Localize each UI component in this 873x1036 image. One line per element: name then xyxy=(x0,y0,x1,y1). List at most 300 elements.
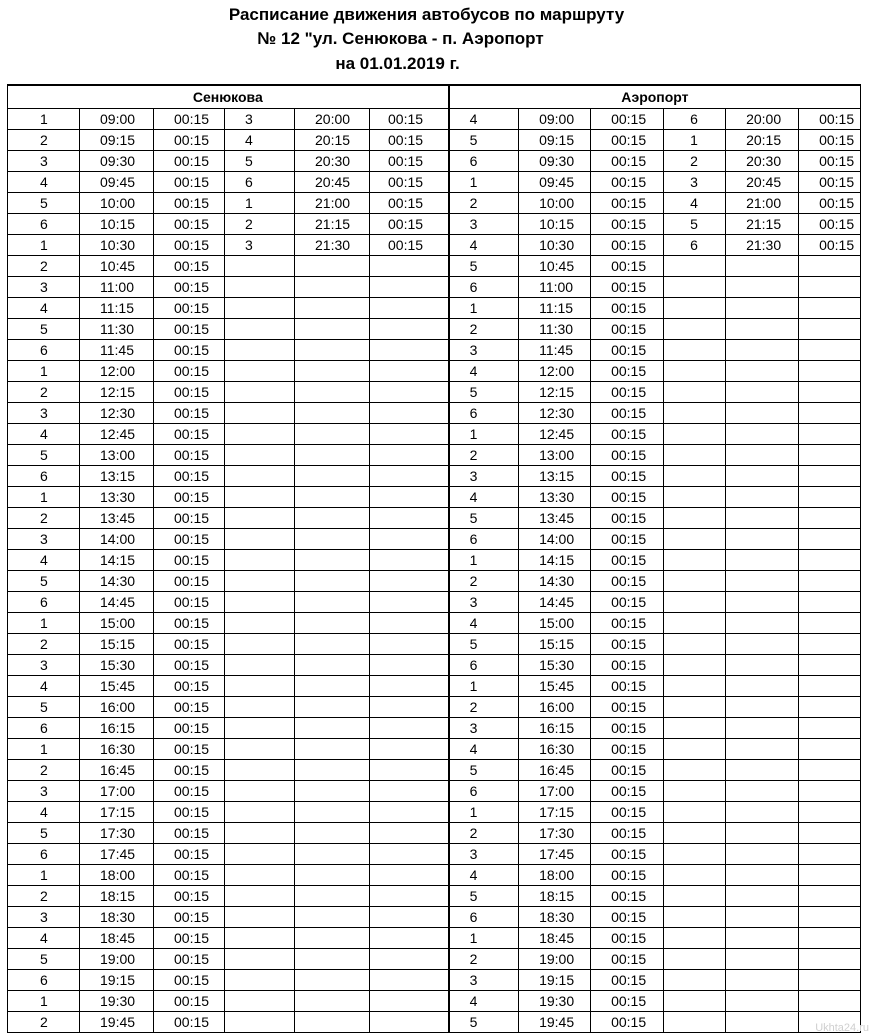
aeroport-extra-trip-number xyxy=(664,382,726,403)
aeroport-main-interval: 00:15 xyxy=(591,424,664,445)
aeroport-extra-interval xyxy=(799,991,861,1012)
senyukova-extra-trip-number xyxy=(225,529,295,550)
aeroport-main-departure-time: 14:45 xyxy=(519,592,591,613)
senyukova-main-departure-time: 09:45 xyxy=(80,172,154,193)
aeroport-extra-departure-time xyxy=(726,760,799,781)
senyukova-main-interval: 00:15 xyxy=(154,760,225,781)
aeroport-extra-interval xyxy=(799,634,861,655)
senyukova-extra-interval xyxy=(370,508,449,529)
senyukova-main-interval: 00:15 xyxy=(154,487,225,508)
section-header-row xyxy=(8,85,861,109)
senyukova-main-departure-time: 16:30 xyxy=(80,739,154,760)
senyukova-extra-departure-time: 21:15 xyxy=(295,214,370,235)
senyukova-extra-departure-time xyxy=(295,361,370,382)
senyukova-extra-trip-number xyxy=(225,571,295,592)
senyukova-extra-departure-time: 20:30 xyxy=(295,151,370,172)
senyukova-extra-interval: 00:15 xyxy=(370,172,449,193)
table-row xyxy=(8,109,861,130)
senyukova-main-departure-time: 14:15 xyxy=(80,550,154,571)
aeroport-main-trip-number: 4 xyxy=(449,109,519,130)
aeroport-main-trip-number: 4 xyxy=(449,865,519,886)
senyukova-main-trip-number: 2 xyxy=(8,1012,80,1033)
aeroport-extra-trip-number xyxy=(664,907,726,928)
table-row xyxy=(8,760,861,781)
aeroport-main-trip-number: 3 xyxy=(449,592,519,613)
senyukova-extra-trip-number xyxy=(225,718,295,739)
aeroport-main-interval: 00:15 xyxy=(591,466,664,487)
senyukova-main-trip-number: 3 xyxy=(8,781,80,802)
aeroport-main-departure-time: 13:15 xyxy=(519,466,591,487)
senyukova-extra-interval xyxy=(370,676,449,697)
senyukova-extra-interval xyxy=(370,592,449,613)
senyukova-main-interval: 00:15 xyxy=(154,865,225,886)
senyukova-extra-departure-time xyxy=(295,277,370,298)
aeroport-extra-trip-number xyxy=(664,634,726,655)
senyukova-extra-interval xyxy=(370,970,449,991)
aeroport-extra-interval xyxy=(799,949,861,970)
aeroport-main-departure-time: 16:30 xyxy=(519,739,591,760)
aeroport-main-trip-number: 4 xyxy=(449,739,519,760)
senyukova-main-departure-time: 15:45 xyxy=(80,676,154,697)
aeroport-main-interval: 00:15 xyxy=(591,949,664,970)
senyukova-extra-trip-number xyxy=(225,676,295,697)
senyukova-main-trip-number: 5 xyxy=(8,445,80,466)
senyukova-main-interval: 00:15 xyxy=(154,1012,225,1033)
senyukova-extra-trip-number xyxy=(225,802,295,823)
senyukova-extra-trip-number xyxy=(225,739,295,760)
aeroport-extra-departure-time: 21:15 xyxy=(726,214,799,235)
table-row xyxy=(8,130,861,151)
aeroport-main-interval: 00:15 xyxy=(591,361,664,382)
table-row xyxy=(8,487,861,508)
senyukova-main-interval: 00:15 xyxy=(154,571,225,592)
senyukova-extra-trip-number xyxy=(225,277,295,298)
table-row xyxy=(8,340,861,361)
senyukova-extra-trip-number xyxy=(225,634,295,655)
senyukova-main-trip-number: 6 xyxy=(8,592,80,613)
senyukova-extra-departure-time xyxy=(295,844,370,865)
senyukova-extra-interval xyxy=(370,529,449,550)
senyukova-main-interval: 00:15 xyxy=(154,823,225,844)
senyukova-extra-interval: 00:15 xyxy=(370,235,449,256)
senyukova-extra-trip-number xyxy=(225,361,295,382)
aeroport-main-interval: 00:15 xyxy=(591,340,664,361)
senyukova-extra-departure-time xyxy=(295,466,370,487)
senyukova-extra-trip-number xyxy=(225,487,295,508)
aeroport-extra-interval xyxy=(799,403,861,424)
aeroport-main-interval: 00:15 xyxy=(591,655,664,676)
senyukova-main-departure-time: 09:00 xyxy=(80,109,154,130)
senyukova-main-departure-time: 10:45 xyxy=(80,256,154,277)
senyukova-extra-interval xyxy=(370,718,449,739)
senyukova-extra-trip-number: 1 xyxy=(225,193,295,214)
aeroport-main-departure-time: 16:45 xyxy=(519,760,591,781)
table-row xyxy=(8,424,861,445)
senyukova-main-departure-time: 10:00 xyxy=(80,193,154,214)
aeroport-extra-departure-time: 20:00 xyxy=(726,109,799,130)
aeroport-main-interval: 00:15 xyxy=(591,991,664,1012)
aeroport-main-trip-number: 3 xyxy=(449,214,519,235)
senyukova-extra-trip-number xyxy=(225,382,295,403)
senyukova-extra-departure-time xyxy=(295,718,370,739)
senyukova-extra-departure-time: 20:45 xyxy=(295,172,370,193)
table-row xyxy=(8,613,861,634)
senyukova-main-trip-number: 6 xyxy=(8,340,80,361)
aeroport-main-trip-number: 1 xyxy=(449,802,519,823)
table-row xyxy=(8,550,861,571)
senyukova-main-departure-time: 15:30 xyxy=(80,655,154,676)
aeroport-extra-interval: 00:15 xyxy=(799,109,861,130)
senyukova-extra-interval xyxy=(370,655,449,676)
senyukova-extra-departure-time xyxy=(295,550,370,571)
senyukova-extra-trip-number xyxy=(225,928,295,949)
aeroport-main-trip-number: 2 xyxy=(449,193,519,214)
aeroport-extra-trip-number xyxy=(664,508,726,529)
senyukova-extra-departure-time xyxy=(295,865,370,886)
senyukova-main-departure-time: 14:00 xyxy=(80,529,154,550)
aeroport-extra-departure-time xyxy=(726,277,799,298)
senyukova-extra-departure-time: 20:15 xyxy=(295,130,370,151)
aeroport-main-trip-number: 5 xyxy=(449,256,519,277)
aeroport-extra-interval xyxy=(799,760,861,781)
aeroport-extra-interval xyxy=(799,613,861,634)
senyukova-extra-departure-time xyxy=(295,634,370,655)
senyukova-main-departure-time: 17:45 xyxy=(80,844,154,865)
aeroport-main-interval: 00:15 xyxy=(591,781,664,802)
senyukova-main-departure-time: 12:15 xyxy=(80,382,154,403)
aeroport-extra-interval xyxy=(799,823,861,844)
aeroport-extra-trip-number xyxy=(664,739,726,760)
aeroport-extra-interval xyxy=(799,466,861,487)
senyukova-main-trip-number: 1 xyxy=(8,613,80,634)
senyukova-main-interval: 00:15 xyxy=(154,928,225,949)
aeroport-main-interval: 00:15 xyxy=(591,487,664,508)
aeroport-main-departure-time: 18:30 xyxy=(519,907,591,928)
aeroport-main-trip-number: 5 xyxy=(449,634,519,655)
aeroport-extra-trip-number xyxy=(664,445,726,466)
senyukova-extra-interval xyxy=(370,466,449,487)
senyukova-extra-interval xyxy=(370,613,449,634)
senyukova-extra-departure-time: 21:30 xyxy=(295,235,370,256)
aeroport-main-departure-time: 12:15 xyxy=(519,382,591,403)
aeroport-extra-departure-time xyxy=(726,634,799,655)
aeroport-main-interval: 00:15 xyxy=(591,130,664,151)
aeroport-extra-interval xyxy=(799,319,861,340)
senyukova-extra-trip-number xyxy=(225,508,295,529)
schedule-body xyxy=(8,109,861,1033)
senyukova-main-trip-number: 4 xyxy=(8,424,80,445)
senyukova-extra-trip-number xyxy=(225,697,295,718)
aeroport-extra-interval xyxy=(799,571,861,592)
aeroport-extra-departure-time xyxy=(726,676,799,697)
senyukova-main-trip-number: 4 xyxy=(8,802,80,823)
senyukova-main-trip-number: 5 xyxy=(8,949,80,970)
senyukova-extra-departure-time: 20:00 xyxy=(295,109,370,130)
table-row xyxy=(8,235,861,256)
aeroport-extra-departure-time: 20:45 xyxy=(726,172,799,193)
aeroport-extra-interval: 00:15 xyxy=(799,214,861,235)
aeroport-main-interval: 00:15 xyxy=(591,529,664,550)
aeroport-extra-departure-time xyxy=(726,550,799,571)
senyukova-main-interval: 00:15 xyxy=(154,193,225,214)
senyukova-extra-interval xyxy=(370,550,449,571)
senyukova-extra-departure-time xyxy=(295,340,370,361)
aeroport-extra-departure-time xyxy=(726,508,799,529)
senyukova-main-departure-time: 11:30 xyxy=(80,319,154,340)
table-row xyxy=(8,991,861,1012)
senyukova-extra-interval: 00:15 xyxy=(370,214,449,235)
senyukova-extra-trip-number: 4 xyxy=(225,130,295,151)
aeroport-extra-trip-number xyxy=(664,655,726,676)
senyukova-extra-trip-number xyxy=(225,613,295,634)
senyukova-extra-trip-number xyxy=(225,781,295,802)
senyukova-main-interval: 00:15 xyxy=(154,970,225,991)
aeroport-main-departure-time: 12:30 xyxy=(519,403,591,424)
senyukova-extra-interval: 00:15 xyxy=(370,130,449,151)
aeroport-extra-interval xyxy=(799,424,861,445)
aeroport-extra-interval: 00:15 xyxy=(799,130,861,151)
aeroport-extra-interval xyxy=(799,844,861,865)
aeroport-main-trip-number: 2 xyxy=(449,319,519,340)
senyukova-main-interval: 00:15 xyxy=(154,361,225,382)
senyukova-main-trip-number: 1 xyxy=(8,865,80,886)
aeroport-extra-interval xyxy=(799,550,861,571)
aeroport-extra-interval xyxy=(799,739,861,760)
senyukova-main-departure-time: 19:15 xyxy=(80,970,154,991)
aeroport-main-trip-number: 3 xyxy=(449,844,519,865)
aeroport-extra-interval xyxy=(799,718,861,739)
aeroport-main-departure-time: 11:15 xyxy=(519,298,591,319)
table-row xyxy=(8,361,861,382)
aeroport-extra-departure-time xyxy=(726,844,799,865)
aeroport-extra-departure-time: 21:00 xyxy=(726,193,799,214)
senyukova-main-departure-time: 16:15 xyxy=(80,718,154,739)
aeroport-extra-departure-time xyxy=(726,592,799,613)
senyukova-extra-interval xyxy=(370,403,449,424)
table-row xyxy=(8,529,861,550)
senyukova-extra-trip-number: 6 xyxy=(225,172,295,193)
senyukova-main-departure-time: 13:45 xyxy=(80,508,154,529)
senyukova-main-trip-number: 2 xyxy=(8,760,80,781)
senyukova-extra-departure-time xyxy=(295,508,370,529)
aeroport-main-interval: 00:15 xyxy=(591,760,664,781)
senyukova-extra-interval xyxy=(370,487,449,508)
table-row xyxy=(8,739,861,760)
senyukova-main-trip-number: 4 xyxy=(8,676,80,697)
senyukova-main-interval: 00:15 xyxy=(154,277,225,298)
aeroport-main-interval: 00:15 xyxy=(591,550,664,571)
senyukova-extra-trip-number xyxy=(225,319,295,340)
senyukova-main-interval: 00:15 xyxy=(154,508,225,529)
table-row xyxy=(8,319,861,340)
aeroport-extra-departure-time xyxy=(726,823,799,844)
aeroport-extra-interval: 00:15 xyxy=(799,235,861,256)
senyukova-main-departure-time: 18:45 xyxy=(80,928,154,949)
senyukova-extra-interval xyxy=(370,760,449,781)
table-row xyxy=(8,466,861,487)
aeroport-main-interval: 00:15 xyxy=(591,172,664,193)
page-title: Расписание движения автобусов по маршруту xyxy=(228,5,625,24)
senyukova-extra-departure-time xyxy=(295,676,370,697)
aeroport-extra-trip-number xyxy=(664,256,726,277)
senyukova-main-trip-number: 1 xyxy=(8,739,80,760)
aeroport-main-trip-number: 3 xyxy=(449,466,519,487)
senyukova-extra-trip-number: 3 xyxy=(225,109,295,130)
aeroport-main-interval: 00:15 xyxy=(591,865,664,886)
aeroport-extra-departure-time xyxy=(726,949,799,970)
senyukova-extra-trip-number xyxy=(225,907,295,928)
aeroport-main-trip-number: 5 xyxy=(449,760,519,781)
table-row xyxy=(8,256,861,277)
senyukova-extra-interval xyxy=(370,739,449,760)
senyukova-extra-departure-time xyxy=(295,445,370,466)
table-row xyxy=(8,298,861,319)
aeroport-main-trip-number: 5 xyxy=(449,130,519,151)
aeroport-main-trip-number: 3 xyxy=(449,718,519,739)
senyukova-main-departure-time: 17:00 xyxy=(80,781,154,802)
aeroport-extra-trip-number xyxy=(664,760,726,781)
aeroport-extra-departure-time xyxy=(726,739,799,760)
table-row xyxy=(8,193,861,214)
aeroport-extra-departure-time xyxy=(726,907,799,928)
senyukova-main-departure-time: 14:30 xyxy=(80,571,154,592)
senyukova-extra-departure-time xyxy=(295,823,370,844)
senyukova-extra-trip-number: 5 xyxy=(225,151,295,172)
senyukova-main-trip-number: 6 xyxy=(8,466,80,487)
aeroport-extra-trip-number xyxy=(664,970,726,991)
aeroport-main-departure-time: 16:15 xyxy=(519,718,591,739)
aeroport-main-interval: 00:15 xyxy=(591,844,664,865)
senyukova-extra-interval xyxy=(370,949,449,970)
aeroport-main-interval: 00:15 xyxy=(591,907,664,928)
senyukova-main-departure-time: 16:45 xyxy=(80,760,154,781)
aeroport-extra-departure-time xyxy=(726,991,799,1012)
aeroport-main-trip-number: 1 xyxy=(449,676,519,697)
senyukova-extra-trip-number xyxy=(225,823,295,844)
senyukova-extra-interval xyxy=(370,361,449,382)
senyukova-extra-departure-time xyxy=(295,298,370,319)
aeroport-main-interval: 00:15 xyxy=(591,382,664,403)
senyukova-extra-departure-time xyxy=(295,928,370,949)
senyukova-extra-trip-number: 2 xyxy=(225,214,295,235)
senyukova-main-trip-number: 1 xyxy=(8,109,80,130)
aeroport-extra-trip-number: 6 xyxy=(664,235,726,256)
aeroport-extra-departure-time xyxy=(726,298,799,319)
aeroport-extra-trip-number xyxy=(664,592,726,613)
aeroport-extra-interval xyxy=(799,655,861,676)
watermark: Ukhta24.ru xyxy=(815,1022,869,1034)
senyukova-extra-trip-number xyxy=(225,844,295,865)
aeroport-main-interval: 00:15 xyxy=(591,319,664,340)
aeroport-main-interval: 00:15 xyxy=(591,256,664,277)
senyukova-extra-interval xyxy=(370,928,449,949)
senyukova-extra-trip-number xyxy=(225,466,295,487)
aeroport-main-trip-number: 6 xyxy=(449,907,519,928)
aeroport-main-interval: 00:15 xyxy=(591,823,664,844)
senyukova-main-departure-time: 13:30 xyxy=(80,487,154,508)
aeroport-main-interval: 00:15 xyxy=(591,1012,664,1033)
senyukova-extra-interval xyxy=(370,907,449,928)
senyukova-extra-departure-time xyxy=(295,991,370,1012)
senyukova-extra-trip-number xyxy=(225,340,295,361)
senyukova-extra-departure-time xyxy=(295,382,370,403)
table-row xyxy=(8,886,861,907)
senyukova-main-interval: 00:15 xyxy=(154,886,225,907)
aeroport-extra-interval xyxy=(799,445,861,466)
aeroport-main-trip-number: 4 xyxy=(449,613,519,634)
senyukova-extra-departure-time xyxy=(295,802,370,823)
senyukova-extra-departure-time xyxy=(295,970,370,991)
aeroport-extra-trip-number xyxy=(664,466,726,487)
senyukova-main-interval: 00:15 xyxy=(154,697,225,718)
aeroport-main-interval: 00:15 xyxy=(591,886,664,907)
aeroport-main-departure-time: 17:30 xyxy=(519,823,591,844)
aeroport-main-departure-time: 12:45 xyxy=(519,424,591,445)
senyukova-main-trip-number: 5 xyxy=(8,571,80,592)
senyukova-main-interval: 00:15 xyxy=(154,550,225,571)
senyukova-main-trip-number: 2 xyxy=(8,130,80,151)
aeroport-main-interval: 00:15 xyxy=(591,571,664,592)
aeroport-extra-interval xyxy=(799,781,861,802)
senyukova-extra-departure-time xyxy=(295,571,370,592)
senyukova-extra-interval xyxy=(370,634,449,655)
aeroport-extra-interval xyxy=(799,802,861,823)
aeroport-main-interval: 00:15 xyxy=(591,928,664,949)
aeroport-extra-trip-number xyxy=(664,487,726,508)
senyukova-extra-trip-number xyxy=(225,550,295,571)
aeroport-main-trip-number: 2 xyxy=(449,445,519,466)
aeroport-main-interval: 00:15 xyxy=(591,802,664,823)
aeroport-extra-trip-number xyxy=(664,676,726,697)
aeroport-main-interval: 00:15 xyxy=(591,214,664,235)
aeroport-extra-departure-time xyxy=(726,445,799,466)
aeroport-main-interval: 00:15 xyxy=(591,592,664,613)
table-row xyxy=(8,676,861,697)
table-row xyxy=(8,865,861,886)
table-row xyxy=(8,1012,861,1033)
senyukova-extra-trip-number xyxy=(225,298,295,319)
aeroport-main-trip-number: 6 xyxy=(449,781,519,802)
aeroport-main-trip-number: 4 xyxy=(449,991,519,1012)
date-title: на 01.01.2019 г. xyxy=(335,54,460,73)
senyukova-main-departure-time: 17:15 xyxy=(80,802,154,823)
senyukova-extra-departure-time: 21:00 xyxy=(295,193,370,214)
senyukova-extra-trip-number xyxy=(225,865,295,886)
table-row xyxy=(8,802,861,823)
aeroport-main-interval: 00:15 xyxy=(591,235,664,256)
aeroport-extra-interval xyxy=(799,382,861,403)
senyukova-extra-interval xyxy=(370,1012,449,1033)
route-title: № 12 "ул. Сенюкова - п. Аэропорт xyxy=(257,29,544,48)
senyukova-extra-interval xyxy=(370,319,449,340)
senyukova-main-departure-time: 18:00 xyxy=(80,865,154,886)
table-row xyxy=(8,445,861,466)
table-row xyxy=(8,697,861,718)
senyukova-main-interval: 00:15 xyxy=(154,172,225,193)
senyukova-main-trip-number: 3 xyxy=(8,529,80,550)
aeroport-main-trip-number: 4 xyxy=(449,361,519,382)
section-header-senyukova: Сенюкова xyxy=(8,85,449,109)
senyukova-main-departure-time: 11:45 xyxy=(80,340,154,361)
aeroport-main-interval: 00:15 xyxy=(591,445,664,466)
senyukova-extra-departure-time xyxy=(295,319,370,340)
senyukova-main-trip-number: 3 xyxy=(8,277,80,298)
aeroport-main-departure-time: 09:00 xyxy=(519,109,591,130)
aeroport-extra-departure-time xyxy=(726,382,799,403)
aeroport-main-departure-time: 09:45 xyxy=(519,172,591,193)
table-row xyxy=(8,970,861,991)
table-row xyxy=(8,508,861,529)
